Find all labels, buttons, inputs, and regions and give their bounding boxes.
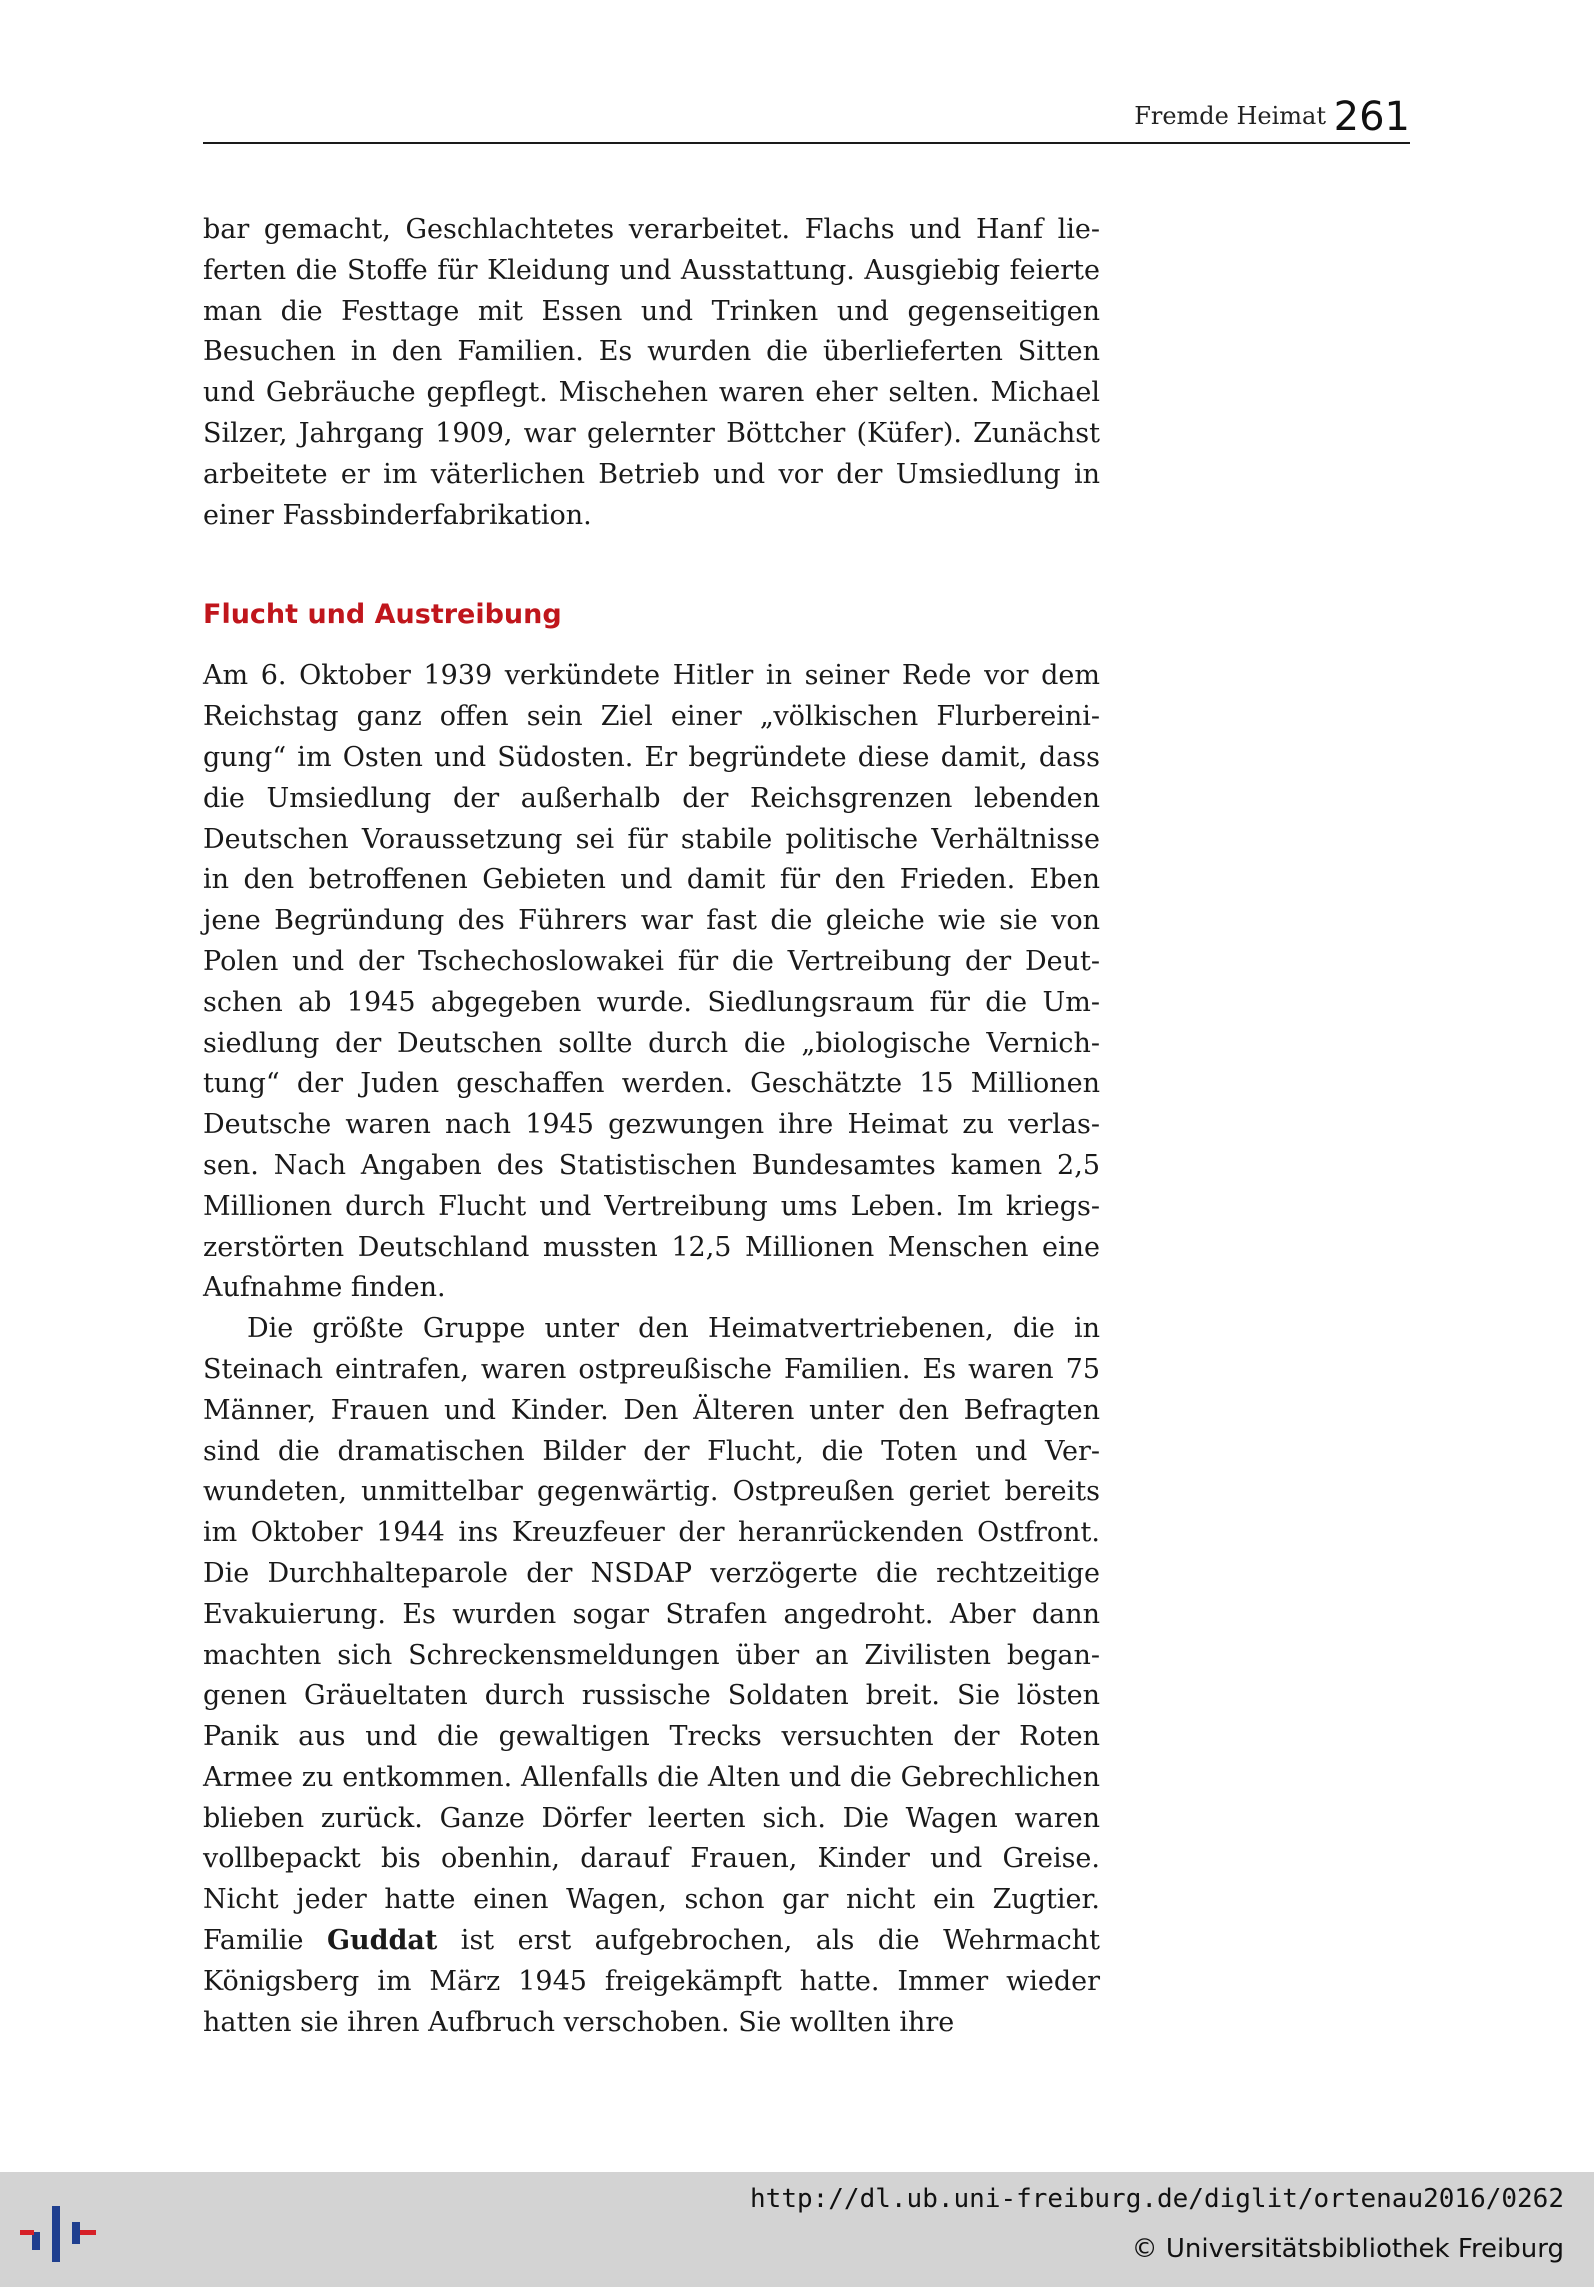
paragraph-2-part-1: Die größte Gruppe unter den Heimatvertriebenen, die in Steinach eintrafen, waren ostpreußische Familien. Es waren 75 Männer, Frauen und Kinder. Den Älteren unter den Befragten sind die dramatischen Bilder der Flucht, die Toten und Verwundeten, unmittelbar gegenwärtig. Ostpreußen geriet bereits im Oktober 1944 ins Kreuzfeuer der heranrückenden Ostfront. Die Durchhalteparole der NSDAP verzögerte die rechtzeitige Evakuierung. Es wurden sogar Strafen angedroht. Aber dann machten sich Schreckensmeldungen über an Zivilisten begangenen Gräueltaten durch russische Soldaten breit. Sie lösten Panik aus und die gewaltigen Trecks versuchten der Roten Armee zu entkommen. Allenfalls die Alten und die Gebrechlichen blieben zurück. Ganze Dörfer leerten sich. Die Wagen waren vollbepackt bis obenhin, darauf Frauen, Kinder und Greise. Nicht jeder hatte einen Wagen, schon gar nicht ein Zugtier. Familie bbox=[203, 1313, 1100, 1957]
footer-url[interactable]: http://dl.ub.uni-freiburg.de/diglit/ortenau2016/0262 bbox=[750, 2184, 1564, 2214]
page-number: 261 bbox=[1333, 94, 1410, 140]
body-text bbox=[203, 210, 1100, 2043]
intro-paragraph: bar gemacht, Geschlachtetes verarbeitet. Flachs und Hanf lieferten die Stoffe für Kleidung und Ausstattung. Ausgiebig feierte man die Festtage mit Essen und Trinken und gegenseitigen Besuchen in den Familien. Es wurden die überlieferten Sitten und Gebräuche gepflegt. Mischehen waren eher selten. Michael Silzer, Jahrgang 1909, war gelernter Böttcher (Küfer). Zunächst arbeitete er im väterlichen Betrieb und vor der Umsiedlung in einer Fassbinderfabrikation. bbox=[203, 214, 1100, 531]
section-heading: Flucht und Austreibung bbox=[203, 599, 562, 631]
page-header bbox=[203, 94, 1410, 144]
family-name-guddat: Guddat bbox=[326, 1925, 438, 1957]
footer-copyright: © Universitätsbibliothek Freiburg bbox=[1131, 2234, 1564, 2264]
logo-dash-left bbox=[20, 2230, 34, 2235]
paragraph-2-part-2: ist erst aufgebrochen, als die Wehrmacht Königsberg im März 1945 freigekämpft hatte. Immer wieder hatten sie ihren Aufbruch verschoben. Sie wollten ihre bbox=[203, 1925, 1100, 2038]
logo-bar-center bbox=[52, 2206, 60, 2262]
paragraph-2 bbox=[203, 1309, 1100, 2043]
footer-bar bbox=[0, 2172, 1594, 2287]
ub-freiburg-logo-icon bbox=[20, 2192, 100, 2272]
paragraph-1: Am 6. Oktober 1939 verkündete Hitler in seiner Rede vor dem Reichstag ganz offen sein Ziel einer „völkischen Flurbereinigung“ im Osten und Südosten. Er begründete diese damit, dass die Umsiedlung der außerhalb der Reichsgrenzen lebenden Deutschen Voraussetzung sei für stabile politische Verhältnisse in den betroffenen Gebieten und damit für den Frieden. Eben jene Begründung des Führers war fast die gleiche wie sie von Polen und der Tschechoslowakei für die Vertreibung der Deutschen ab 1945 abgegeben wurde. Siedlungsraum für die Umsiedlung der Deutschen sollte durch die „biologische Vernichtung“ der Juden geschaffen werden. Geschätzte 15 Millionen Deutsche waren nach 1945 gezwungen ihre Heimat zu verlassen. Nach Angaben des Statistischen Bundesamtes kamen 2,5 Millionen durch Flucht und Vertreibung ums Leben. Im kriegszerstörten Deutschland mussten 12,5 Millionen Menschen eine Aufnahme finden. bbox=[203, 660, 1100, 1304]
header-rule bbox=[203, 142, 1410, 144]
logo-dash-right bbox=[80, 2230, 96, 2235]
logo-bar-right bbox=[72, 2222, 80, 2244]
running-title: Fremde Heimat bbox=[1134, 102, 1326, 130]
